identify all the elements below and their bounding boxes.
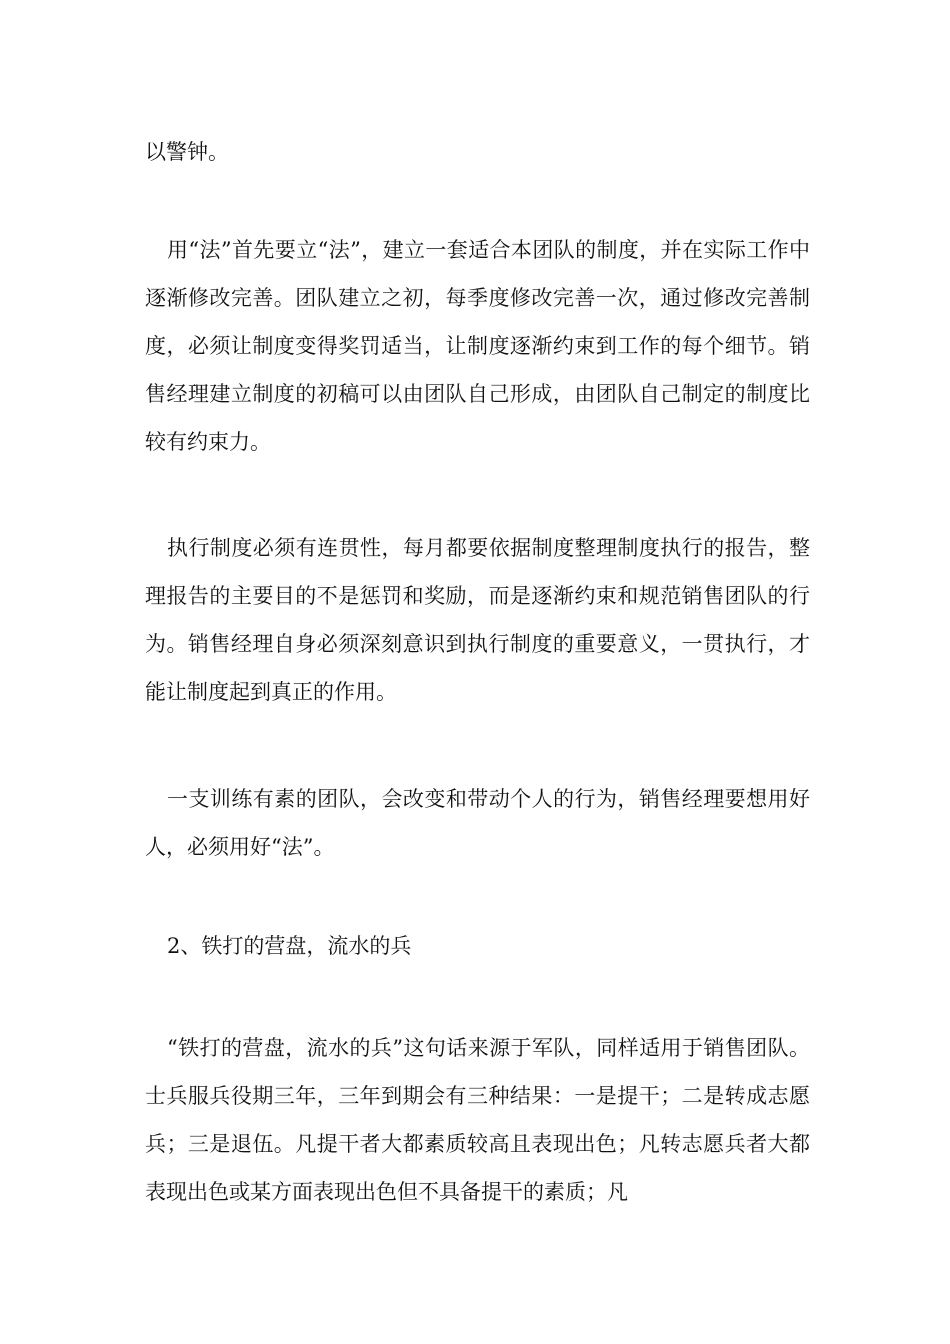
paragraph-establish-rules: 用“法”首先要立“法”，建立一套适合本团队的制度，并在实际工作中逐渐修改完善。团队建立之初，每季度修改完善一次，通过修改完善制度，必须让制度变得奖罚适当，让制度逐渐约束到工作的每个细节。销售经理建立制度的初稿可以由团队自己形成，由团队自己制定的制度比较有约束力。: [145, 238, 810, 454]
paragraph-continuation: 以警钟。: [145, 140, 229, 164]
paragraph-military-analogy: “铁打的营盘，流水的兵”这句话来源于军队，同样适用于销售团队。士兵服兵役期三年，三年到期会有三种结果：一是提干；二是转成志愿兵；三是退伍。凡提干者大都素质较高且表现出色；凡转志愿兵者大都表现出色或某方面表现出色但不具备提干的素质；凡: [145, 1036, 810, 1204]
paragraph-execute-rules: 执行制度必须有连贯性，每月都要依据制度整理制度执行的报告，整理报告的主要目的不是惩罚和奖励，而是逐渐约束和规范销售团队的行为。销售经理自身必须深刻意识到执行制度的重要意义，一贯执行，才能让制度起到真正的作用。: [145, 536, 810, 704]
section-heading: 2、铁打的营盘，流水的兵: [167, 934, 412, 958]
paragraph-trained-team: 一支训练有素的团队，会改变和带动个人的行为，销售经理要想用好人，必须用好“法”。: [145, 787, 810, 859]
